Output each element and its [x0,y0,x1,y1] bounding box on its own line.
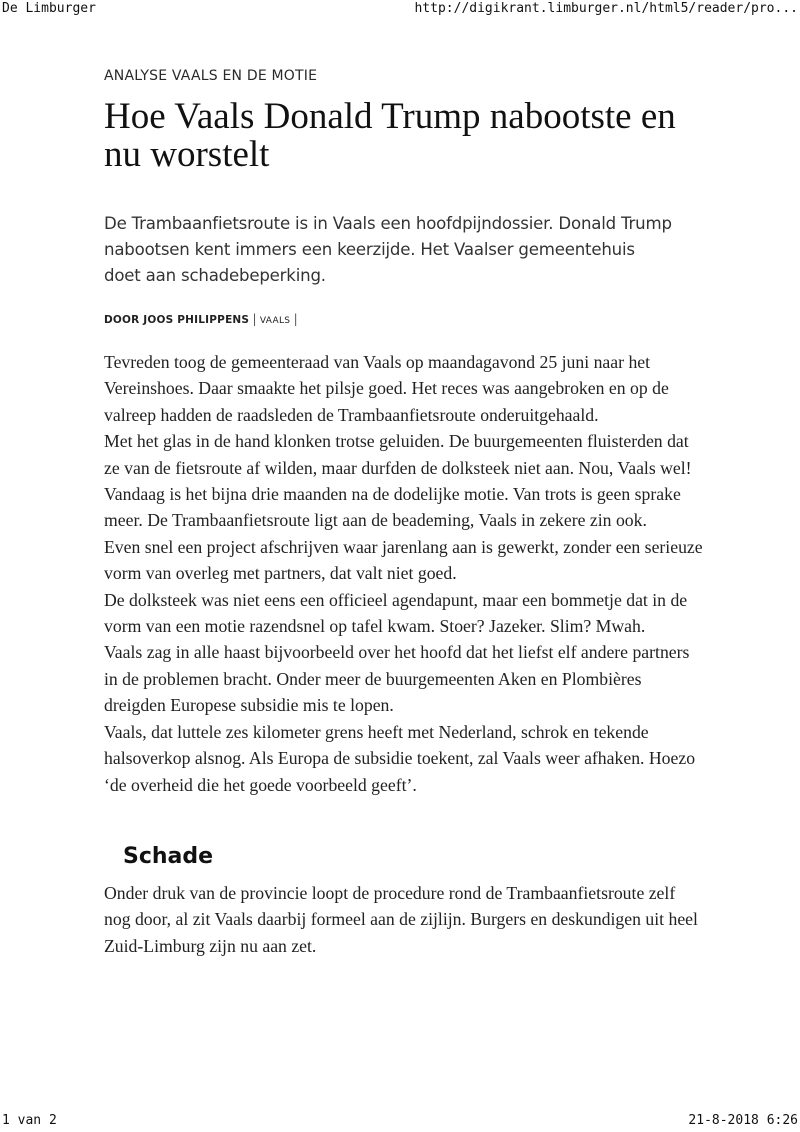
article-byline [104,311,704,329]
article-headline: Hoe Vaals Donald Trump nabootste en nu worstelt [104,96,676,175]
body-paragraph: Vaals, dat luttele zes kilometer grens heeft met Nederland, schrok en tekende halsoverkop alsnog. Als Europa de subsidie toekent, zal Vaals weer afhaken. Hoezo ‘de overheid die het goede voorbeeld geeft’. [104,721,696,795]
byline-separator: | [252,312,257,326]
article-body-section2 [104,880,704,959]
byline-author: DOOR JOOS PHILIPPENS [104,314,250,326]
body-paragraph: Even snel een project afschrijven waar jarenlang aan is gewerkt, zonder een serieuze vorm van overleg met partners, dat valt niet goed. [104,536,703,584]
body-paragraph: Onder druk van de provincie loopt de procedure rond de Trambaanfietsroute zelf nog door, al zit Vaals daarbij formeel aan de zijlijn. Burgers en deskundigen uit heel Zuid-Limburg zijn nu aan zet. [104,882,698,956]
print-header-site: De Limburger [2,1,96,16]
print-header-url: http://digikrant.limburger.nl/html5/reader/pro... [414,1,798,16]
article-kicker: ANALYSE VAALS EN DE MOTIE [104,68,318,84]
article-body [104,349,704,798]
byline-end-separator: | [293,312,298,326]
body-paragraph: Vandaag is het bijna drie maanden na de dodelijke motie. Van trots is geen sprake meer. De Trambaanfietsroute ligt aan de beademing, Vaals in zekere zin ook. [104,484,681,531]
article-lead: De Trambaanfietsroute is in Vaals een hoofdpijndossier. Donald Trump nabootsen kent immers een keerzijde. Het Vaalser gemeentehuis doet aan schadebeperking. [104,214,672,285]
body-paragraph: Vaals zag in alle haast bijvoorbeeld over het hoofd dat het liefst elf andere partners in de problemen bracht. Onder meer de buurgemeenten Aken en Plombières dreigden Europese subsidie mis te lopen. [104,642,690,716]
byline-place: VAALS [259,316,291,326]
print-footer-datetime: 21-8-2018 6:26 [688,1113,798,1128]
body-paragraph: De dolksteek was niet eens een officieel agendapunt, maar een bommetje dat in de vorm van een motie razendsnel op tafel kwam. Stoer? Jazeker. Slim? Mwah. [104,589,688,637]
print-footer-page: 1 van 2 [2,1113,57,1128]
print-footer [0,1113,800,1131]
print-header [0,1,800,19]
article-subhead: Schade [123,843,214,869]
body-paragraph: Met het glas in de hand klonken trotse geluiden. De buurgemeenten fluisterden dat ze van de fietsroute af wilden, maar durfden de dolksteek niet aan. Nou, Vaals wel! [104,431,692,478]
body-paragraph: Tevreden toog de gemeenteraad van Vaals op maandagavond 25 juni naar het Vereinshoes. Daar smaakte het pilsje goed. Het reces was aangebroken en op de valreep hadden de raadsleden de Trambaanfietsroute onderuitgehaald. [104,352,669,425]
article [104,66,704,959]
